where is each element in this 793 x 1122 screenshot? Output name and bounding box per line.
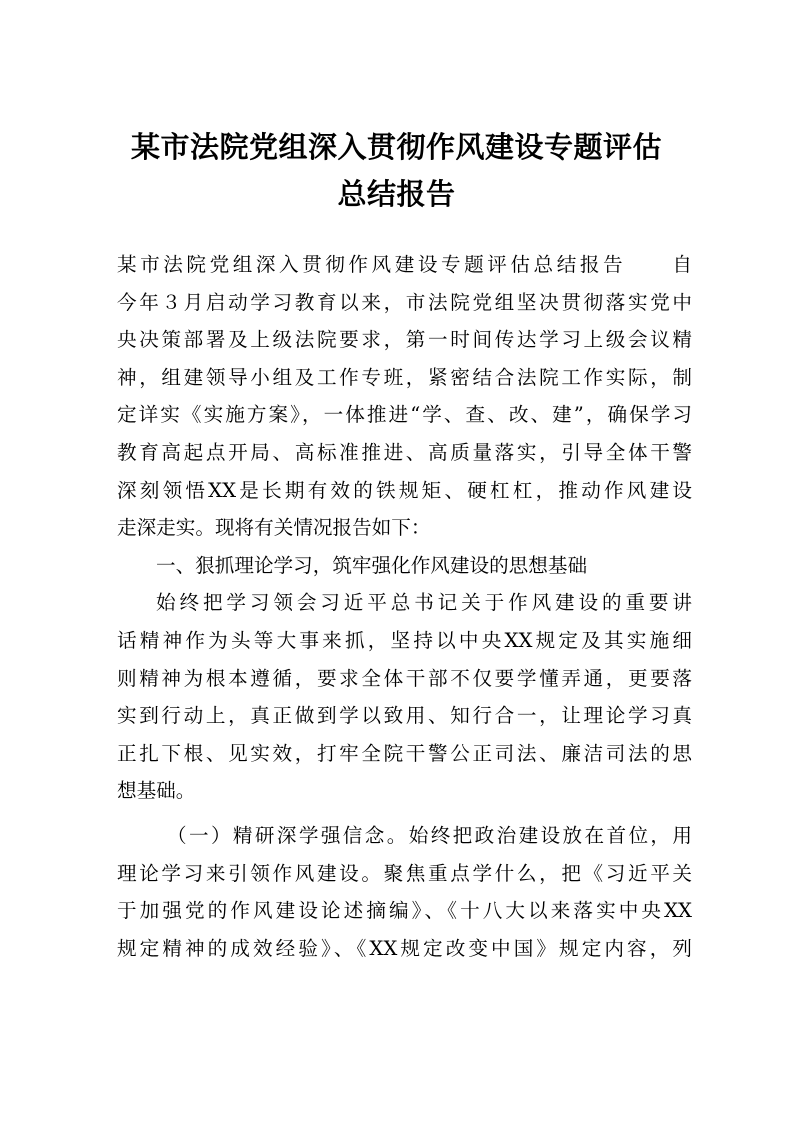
text-line: 话精神作为头等大事来抓，坚持以中央XX规定及其实施细 xyxy=(117,628,692,652)
text-line: 实到行动上，真正做到学以致用、知行合一，让理论学习真 xyxy=(117,704,692,728)
document-body xyxy=(117,246,692,967)
paragraph-subsection-1 xyxy=(117,817,692,967)
text-line: 理论学习来引领作风建设。聚焦重点学什么，把《习近平关 xyxy=(117,861,692,885)
text-line: 于加强党的作风建设论述摘编》、《十八大以来落实中央XX xyxy=(117,899,692,923)
text-line: 走深走实。现将有关情况报告如下： xyxy=(117,516,431,540)
text-line: （一）精研深学强信念。始终把政治建设放在首位，用 xyxy=(167,823,692,847)
paragraph-gap xyxy=(117,810,692,817)
text-line: 规定精神的成效经验》、《XX规定改变中国》规定内容，列 xyxy=(117,936,692,960)
text-line: 想基础。 xyxy=(117,779,196,803)
text-line: 某市法院党组深入贯彻作风建设专题评估总结报告 自 xyxy=(117,253,692,276)
text-line: 今年３月启动学习教育以来，市法院党组坚决贯彻落实党中 xyxy=(117,290,692,314)
text-line: 教育高起点开局、高标准推进、高质量落实，引导全体干警 xyxy=(117,440,692,464)
paragraph-intro xyxy=(117,246,692,547)
paragraph-theory-study xyxy=(117,584,692,810)
document-title-line-2: 总结报告 xyxy=(337,177,456,211)
text-line: 定详实《实施方案》，一体推进“学、查、改、建”，确保学习 xyxy=(117,403,692,427)
text-line: 始终把学习领会习近平总书记关于作风建设的重要讲 xyxy=(156,591,692,615)
section-heading-1 xyxy=(117,547,692,585)
document-title-line-1: 某市法院党组深入贯彻作风建设专题评估 xyxy=(130,130,662,164)
text-line: 神，组建领导小组及工作专班，紧密结合法院工作实际，制 xyxy=(117,365,692,389)
text-line: 正扎下根、见实效，打牢全院干警公正司法、廉洁司法的思 xyxy=(117,741,692,765)
text-line: 一、狠抓理论学习，筑牢强化作风建设的思想基础 xyxy=(156,553,588,577)
text-line: 深刻领悟XX是长期有效的铁规矩、硬杠杠，推动作风建设 xyxy=(117,478,692,502)
text-line: 则精神为根本遵循，要求全体干部不仅要学懂弄通，更要落 xyxy=(117,666,692,690)
text-line: 央决策部署及上级法院要求，第一时间传达学习上级会议精 xyxy=(117,328,692,352)
